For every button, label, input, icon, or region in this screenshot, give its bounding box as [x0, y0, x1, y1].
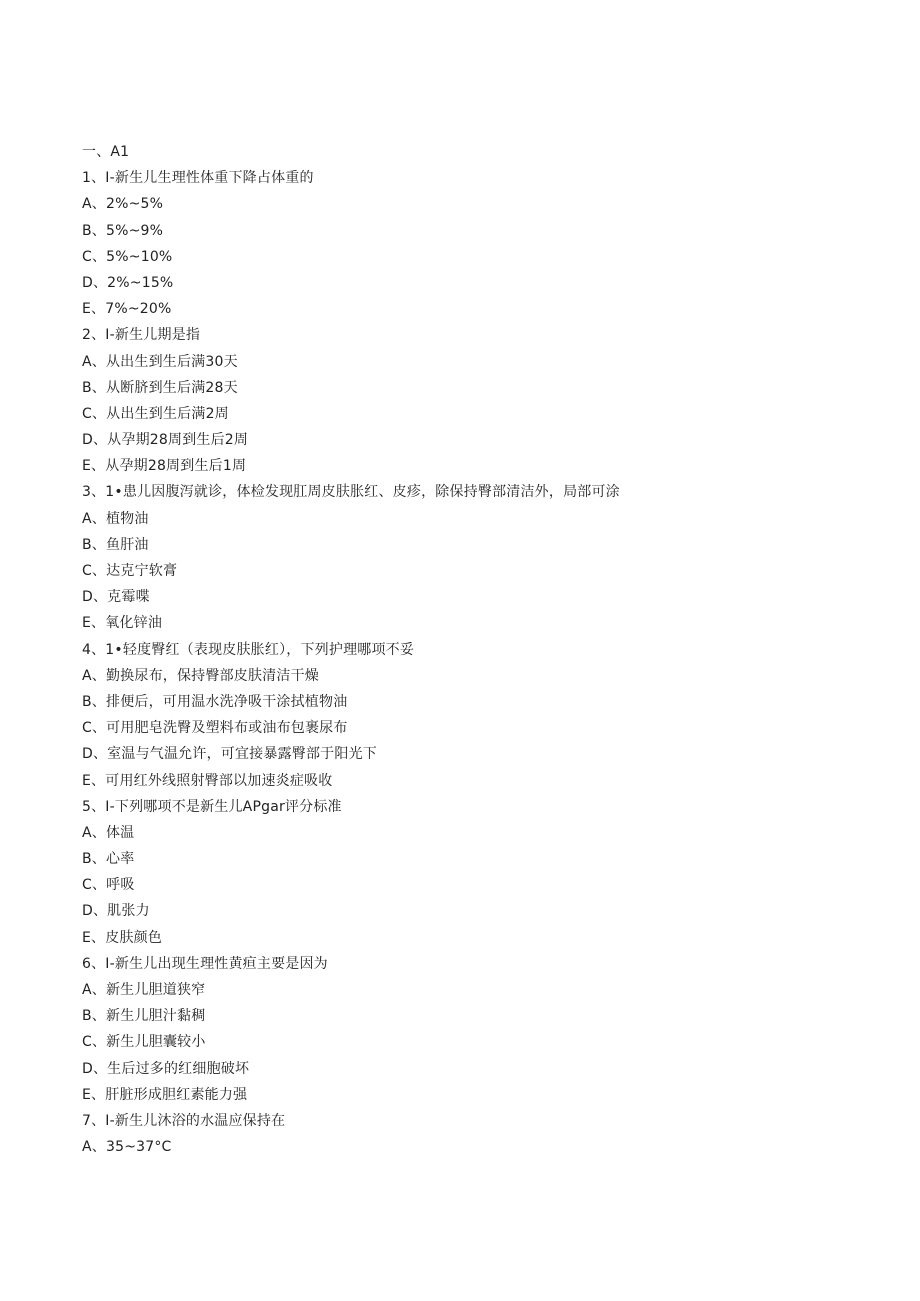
q3-option-b: B、鱼肝油	[82, 536, 149, 553]
q4-option-a: A、勤换尿布，保持臀部皮肤清洁干燥	[82, 667, 319, 684]
q1-option-a: A、2%~5%	[82, 196, 164, 213]
q5-option-a: A、体温	[82, 824, 135, 841]
q1-option-d: D、2%~15%	[82, 274, 174, 291]
q3-option-a: A、植物油	[82, 510, 149, 527]
question-5: 5、I-下列哪项不是新生儿APgar评分标准	[82, 798, 342, 815]
question-6: 6、I-新生儿出现生理性黄疸主要是因为	[82, 955, 328, 972]
q3-option-d: D、克霉喋	[82, 589, 150, 606]
q3-option-c: C、达克宁软膏	[82, 563, 178, 579]
q6-option-b: B、新生儿胆汁黏稠	[82, 1008, 206, 1025]
q4-option-c: C、可用肥皂洗臀及塑料布或油布包裹尿布	[82, 720, 348, 737]
q7-option-a: A、35~37°C	[82, 1139, 172, 1156]
q5-option-d: D、肌张力	[82, 903, 150, 920]
question-list	[82, 139, 882, 1160]
q2-option-a: A、从出生到生后满30天	[82, 353, 238, 370]
q4-option-b: B、排便后，可用温水洗净吸干涂拭植物油	[82, 693, 348, 710]
question-7: 7、I-新生儿沐浴的水温应保持在	[82, 1112, 286, 1129]
question-4: 4、1•轻度臀红（表现皮肤胀红），下列护理哪项不妥	[82, 641, 415, 658]
q6-option-e: E、肝脏形成胆红素能力强	[82, 1086, 248, 1103]
question-3: 3、1•患儿因腹泻就诊，体检发现肛周皮肤胀红、皮疹，除保持臀部清洁外，局部可涂	[82, 484, 620, 501]
q5-option-c: C、呼吸	[82, 877, 135, 894]
q3-option-e: E、氧化锌油	[82, 615, 163, 632]
q2-option-e: E、从孕期28周到生后1周	[82, 458, 247, 475]
q2-option-c: C、从出生到生后满2周	[82, 405, 229, 422]
q5-option-b: B、心率	[82, 851, 135, 868]
q4-option-d: D、室温与气温允许，可宜接暴露臀部于阳光下	[82, 746, 377, 763]
q2-option-b: B、从断脐到生后满28天	[82, 379, 238, 396]
q6-option-a: A、新生儿胆道狭窄	[82, 982, 206, 998]
question-1: 1、I-新生儿生理性体重下降占体重的	[82, 170, 314, 187]
q5-option-e: E、皮肤颜色	[82, 929, 163, 946]
q4-option-e: E、可用红外线照射臀部以加速炎症吸收	[82, 772, 333, 789]
q6-option-d: D、生后过多的红细胞破坏	[82, 1060, 250, 1077]
q6-option-c: C、新生儿胆囊较小	[82, 1034, 206, 1051]
section-heading: 一、A1	[82, 144, 130, 160]
q1-option-e: E、7%~20%	[82, 301, 172, 318]
q1-option-b: B、5%~9%	[82, 222, 164, 239]
q1-option-c: C、5%~10%	[82, 248, 173, 265]
q2-option-d: D、从孕期28周到生后2周	[82, 432, 249, 449]
question-2: 2、I-新生儿期是指	[82, 327, 201, 344]
